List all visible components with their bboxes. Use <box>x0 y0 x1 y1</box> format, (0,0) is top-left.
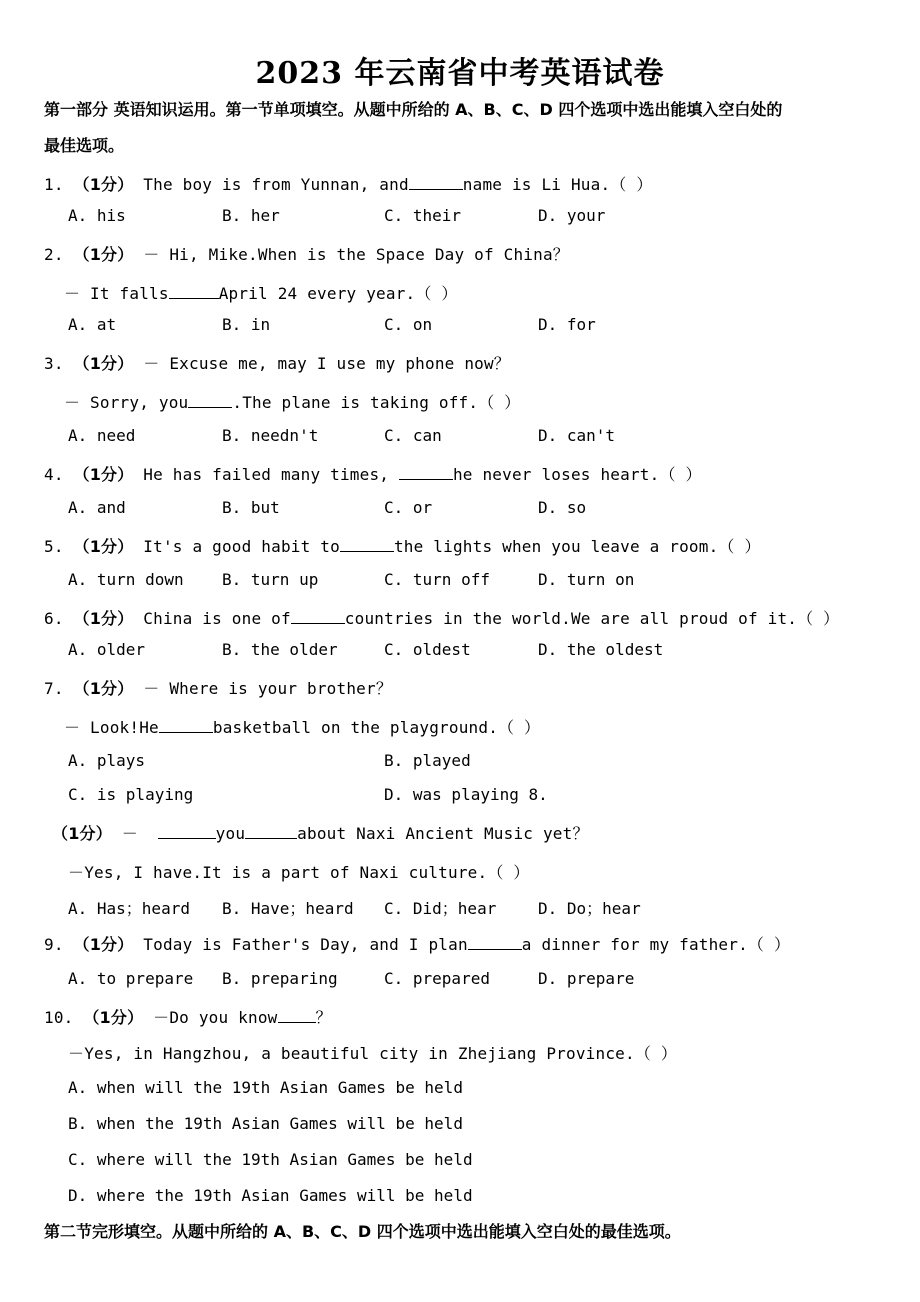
stem-text: about Naxi Ancient Music yet？ <box>297 824 589 843</box>
stem-text: ？ <box>315 1008 332 1027</box>
option-d: D. where the 19th Asian Games will be held <box>68 1186 473 1205</box>
option-a: A. at <box>68 315 117 334</box>
stem-text: The boy is from Yunnan, and <box>143 175 409 194</box>
question-points: （1分） <box>73 175 134 194</box>
option-b: B. played <box>384 751 471 770</box>
reply-text: basketball on the playground.（ ） <box>212 718 541 737</box>
option-b: B. but <box>222 498 280 517</box>
part1-header-line2: 最佳选项。 <box>44 136 125 155</box>
stem-text: he never loses heart.（ ） <box>452 465 702 484</box>
option-d: D. prepare <box>538 969 635 988</box>
stem-text: you <box>215 824 246 843</box>
option-a: A. turn down <box>68 570 184 589</box>
option-c: C. or <box>384 498 433 517</box>
question-points: （1分） <box>73 679 134 698</box>
option-c: C. turn off <box>384 570 490 589</box>
stem-text: －Do you know <box>153 1008 278 1027</box>
stem-text: － Hi, Mike.When is the Space Day of China？ <box>143 245 570 264</box>
option-b: B. Have；heard <box>222 899 354 918</box>
question-number: 5. <box>44 537 64 556</box>
option-b: B. the older <box>222 640 338 659</box>
option-b: B. turn up <box>222 570 319 589</box>
stem-text: China is one of <box>143 609 291 628</box>
option-b: B. needn't <box>222 426 319 445</box>
answer-blank <box>291 609 345 624</box>
option-d: D. your <box>538 206 606 225</box>
answer-blank <box>169 284 219 299</box>
stem-text: countries in the world.We are all proud of it.（ ） <box>344 609 840 628</box>
stem-text: － <box>121 824 138 843</box>
option-b: B. preparing <box>222 969 338 988</box>
stem-text: Today is Father's Day, and I plan <box>143 935 468 954</box>
option-d: D. can't <box>538 426 616 445</box>
question-number: 3. <box>44 354 64 373</box>
question-1-stem <box>44 172 653 195</box>
question-number: 10. <box>44 1008 74 1027</box>
stem-text: － Excuse me, may I use my phone now？ <box>143 354 511 373</box>
option-c: C. oldest <box>384 640 471 659</box>
question-3-reply <box>64 390 520 413</box>
part1-instructions <box>44 92 884 164</box>
question-number: 6. <box>44 609 64 628</box>
question-number: 9. <box>44 935 64 954</box>
option-b: B. her <box>222 206 280 225</box>
question-number: 2. <box>44 245 64 264</box>
question-10-stem <box>44 1005 332 1028</box>
option-a: A. need <box>68 426 136 445</box>
option-a: A. his <box>68 206 126 225</box>
stem-text: － Where is your brother？ <box>143 679 393 698</box>
option-b: B. when the 19th Asian Games will be held <box>68 1114 463 1133</box>
question-points: （1分） <box>73 245 134 264</box>
question-10-reply: －Yes, in Hangzhou, a beautiful city in Zhejiang Province.（ ） <box>68 1044 678 1063</box>
option-d: D. was playing 8. <box>384 785 548 804</box>
question-number: 1. <box>44 175 64 194</box>
option-a: A. older <box>68 640 146 659</box>
part2-instructions: 第二节完形填空。从题中所给的 A、B、C、D 四个选项中选出能填入空白处的最佳选项。 <box>44 1222 681 1241</box>
option-d: D. Do；hear <box>538 899 641 918</box>
reply-text: .The plane is taking off.（ ） <box>232 393 521 412</box>
reply-text: － Look!He <box>64 718 159 737</box>
question-points: （1分） <box>73 354 134 373</box>
part1-header-line1: 第一部分 英语知识运用。第一节单项填空。从题中所给的 A、B、C、D 四个选项中选出能填入空白处的 <box>44 100 783 119</box>
answer-blank <box>159 718 213 733</box>
option-b: B. in <box>222 315 271 334</box>
question-2-stem <box>44 242 569 265</box>
answer-blank <box>188 393 232 408</box>
page-title: 2023 年云南省中考英语试卷 <box>255 56 665 91</box>
question-points: （1分） <box>73 537 134 556</box>
answer-blank <box>245 824 297 839</box>
reply-text: － It falls <box>64 284 169 303</box>
question-points: （1分） <box>73 935 134 954</box>
option-c: C. can <box>384 426 442 445</box>
question-7-reply <box>64 715 540 738</box>
option-d: D. so <box>538 498 587 517</box>
option-d: D. for <box>538 315 596 334</box>
answer-blank <box>468 935 522 950</box>
question-points: （1分） <box>52 824 112 843</box>
reply-text: － Sorry, you <box>64 393 189 412</box>
question-number: 4. <box>44 465 64 484</box>
stem-text: the lights when you leave a room.（ ） <box>393 537 761 556</box>
option-d: D. the oldest <box>538 640 664 659</box>
stem-text: a dinner for my father.（ ） <box>521 935 791 954</box>
question-points: （1分） <box>73 609 134 628</box>
stem-text: He has failed many times, <box>143 465 390 484</box>
option-d: D. turn on <box>538 570 635 589</box>
question-6-stem <box>44 606 839 629</box>
question-9-stem <box>44 932 790 955</box>
question-points: （1分） <box>73 465 134 484</box>
question-8-reply: －Yes, I have.It is a part of Naxi culture.（ ） <box>68 863 530 882</box>
answer-blank <box>158 824 216 839</box>
question-8-stem <box>52 821 589 844</box>
question-2-reply <box>64 281 458 304</box>
option-c: C. where will the 19th Asian Games be held <box>68 1150 473 1169</box>
question-4-stem <box>44 462 702 485</box>
option-a: A. when will the 19th Asian Games be held <box>68 1078 463 1097</box>
stem-text: It's a good habit to <box>143 537 340 556</box>
answer-blank <box>278 1008 316 1023</box>
reply-text: April 24 every year.（ ） <box>218 284 458 303</box>
question-7-stem <box>44 676 392 699</box>
question-points: （1分） <box>83 1008 144 1027</box>
option-c: C. on <box>384 315 433 334</box>
option-a: A. plays <box>68 751 146 770</box>
stem-text: name is Li Hua.（ ） <box>462 175 653 194</box>
option-c: C. prepared <box>384 969 490 988</box>
question-number: 7. <box>44 679 64 698</box>
option-c: C. their <box>384 206 462 225</box>
question-5-stem <box>44 534 761 557</box>
option-c: C. Did；hear <box>384 899 497 918</box>
answer-blank <box>399 465 453 480</box>
option-a: A. and <box>68 498 126 517</box>
option-c: C. is playing <box>68 785 194 804</box>
option-a: A. to prepare <box>68 969 194 988</box>
question-3-stem <box>44 351 510 374</box>
answer-blank <box>409 175 463 190</box>
answer-blank <box>340 537 394 552</box>
option-a: A. Has；heard <box>68 899 190 918</box>
